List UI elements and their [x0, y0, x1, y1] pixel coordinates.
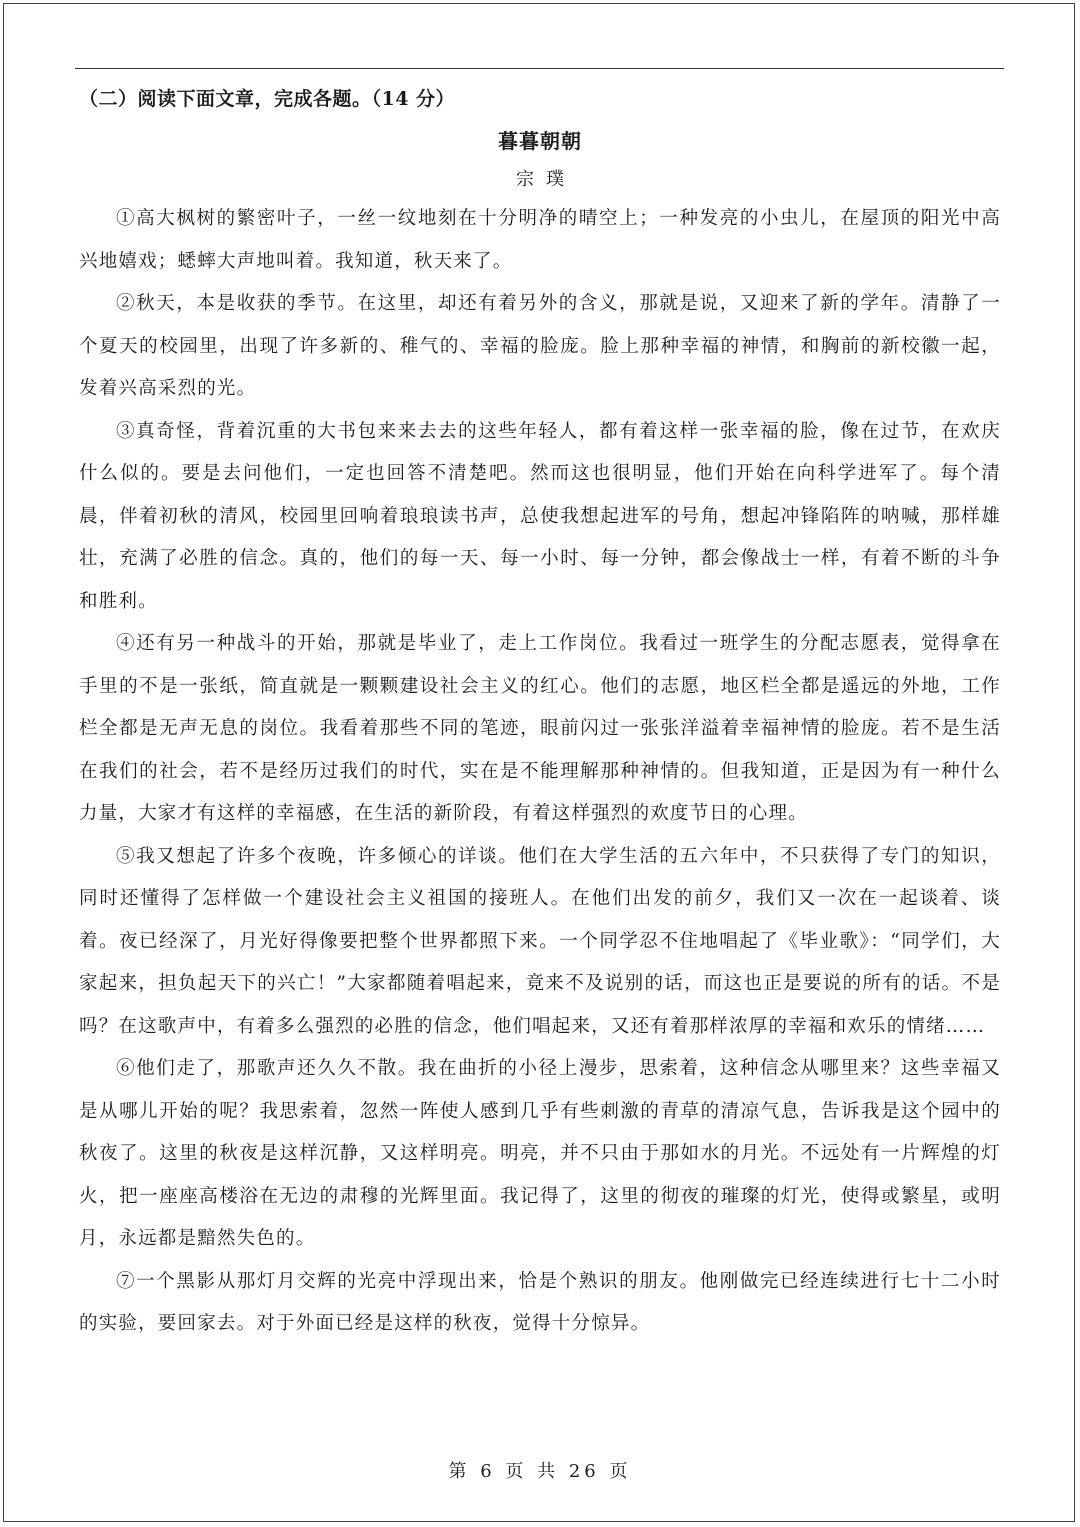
article-author: 宗璞: [516, 169, 576, 190]
paragraph-2: ②秋天，本是收获的季节。在这里，却还有着另外的含义，那就是说，又迎来了新的学年。清静了一个夏天的校园里，出现了许多新的、稚气的、幸福的脸庞。脸上那种幸福的神情，和胸前的新校徽一起，发着兴高采烈的光。: [79, 293, 1001, 399]
header-divider: [75, 68, 1004, 69]
paragraph-3: ③真奇怪，背着沉重的大书包来来去去的这些年轻人，都有着这样一张幸福的脸，像在过节，在欢庆什么似的。要是去问他们，一定也回答不清楚吧。然而这也很明显，他们开始在向科学进军了。每个清晨，伴着初秋的清风，校园里回响着琅琅读书声，总使我想起进军的号角，想起冲锋陷阵的呐喊，那样雄壮，充满了必胜的信念。真的，他们的每一天、每一小时、每一分钟，都会像战士一样，有着不断的斗争和胜利。: [79, 420, 1001, 612]
paragraph-4: ④还有另一种战斗的开始，那就是毕业了，走上工作岗位。我看过一班学生的分配志愿表，觉得拿在手里的不是一张纸，简直就是一颗颗建设社会主义的红心。他们的志愿，地区栏全都是遥远的外地，工作栏全都是无声无息的岗位。我看着那些不同的笔迹，眼前闪过一张张洋溢着幸福神情的脸庞。若不是生活在我们的社会，若不是经历过我们的时代，实在是不能理解那种神情的。但我知道，正是因为有一种什么力量，大家才有这样的幸福感，在生活的新阶段，有着这样强烈的欢度节日的心理。: [79, 633, 1001, 824]
paragraph-5: ⑤我又想起了许多个夜晚，许多倾心的详谈。他们在大学生活的五六年中，不只获得了专门的知识，同时还懂得了怎样做一个建设社会主义祖国的接班人。在他们出发的前夕，我们又一次在一起谈着、谈着。夜已经深了，月光好得像要把整个世界都照下来。一个同学忍不住地唱起了《毕业歌》：“同学们，大家起来，担负起天下的兴亡！”大家都随着唱起来，竟来不及说别的话，而这也正是要说的所有的话。不是吗？在这歌声中，有着多么强烈的必胜的信念，他们唱起来，又还有着那样浓厚的幸福和欢乐的情绪……: [79, 845, 1001, 1037]
document-body: [79, 84, 1001, 1346]
paragraph-6: ⑥他们走了，那歌声还久久不散。我在曲折的小径上漫步，思索着，这种信念从哪里来？这些幸福又是从哪儿开始的呢？我思索着，忽然一阵使人感到几乎有些刺激的青草的清凉气息，告诉我是这个园中的秋夜了。这里的秋夜是这样沉静，又这样明亮。明亮，并不只由于那如水的月光。不远处有一片辉煌的灯火，把一座座高楼浴在无边的肃穆的光辉里面。我记得了，这里的彻夜的璀璨的灯光，使得或繁星，或明月，永远都是黯然失色的。: [79, 1058, 1001, 1249]
paragraph-7: ⑦一个黑影从那灯月交辉的光亮中浮现出来，恰是个熟识的朋友。他刚做完已经连续进行七十二小时的实验，要回家去。对于外面已经是这样的秋夜，觉得十分惊异。: [79, 1270, 1001, 1334]
article-title: 暮暮朝朝: [498, 129, 582, 153]
page-number: 第 6 页 共 26 页: [448, 1461, 632, 1482]
paragraph-1: ①高大枫树的繁密叶子，一丝一纹地刻在十分明净的晴空上；一种发亮的小虫儿，在屋顶的阳光中高兴地嬉戏；蟋蟀大声地叫着。我知道，秋天来了。: [79, 208, 1001, 272]
section-heading: （二）阅读下面文章，完成各题。（14 分）: [79, 88, 456, 110]
